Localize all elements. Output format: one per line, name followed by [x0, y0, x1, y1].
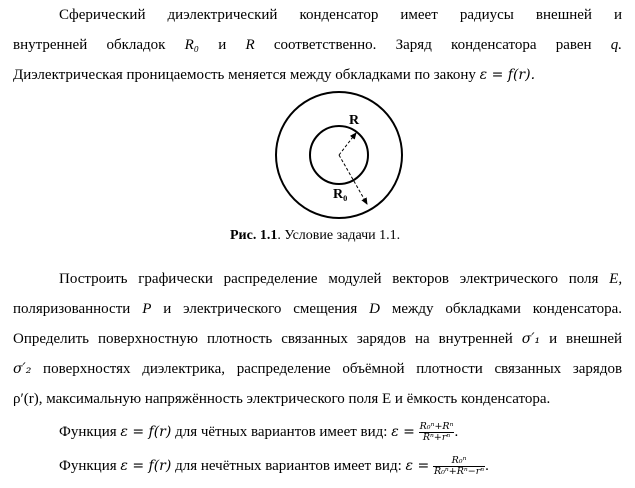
word: обкладок: [106, 37, 166, 53]
function-even: [59, 422, 458, 443]
text: ρ′(r), максимальную напряжённость электрического поля E и ёмкость конденсатора.: [13, 391, 551, 407]
word: и: [614, 7, 623, 23]
word: диэлектрика,: [142, 361, 226, 377]
caption-label: Рис. 1.1: [230, 228, 278, 243]
fraction-even: [419, 422, 455, 443]
word: диэлектрический: [167, 7, 278, 23]
word: поля: [568, 271, 599, 287]
period: .: [485, 458, 489, 474]
word: поляризованности: [13, 301, 131, 317]
fraction-odd: [433, 456, 485, 477]
text: для чётных вариантов имеет вид:: [175, 424, 388, 440]
word: внутренней: [438, 331, 513, 347]
word: Построить: [59, 271, 128, 287]
period: .: [454, 424, 459, 440]
word: связанных: [281, 331, 348, 347]
symbol-r0: R₀: [184, 37, 200, 53]
label-outer-radius: R: [349, 113, 360, 128]
word: и: [549, 331, 558, 347]
denominator: R₀ⁿ+Rⁿ−rⁿ: [433, 466, 485, 478]
word: зарядов: [356, 331, 407, 347]
denominator: Rⁿ+rⁿ: [422, 432, 451, 444]
word: модулей: [328, 271, 382, 287]
word: Функция: [59, 458, 117, 474]
caption-text: . Условие задачи 1.1.: [277, 228, 401, 243]
word: внутренней: [13, 37, 88, 53]
symbol-q: q.: [610, 37, 623, 53]
word: и: [163, 301, 172, 317]
word: конденсатора: [451, 37, 537, 53]
word: конденсатора.: [532, 301, 622, 317]
word: плотность: [206, 331, 273, 347]
label-inner-radius: R₀: [333, 187, 348, 202]
symbol-e: E,: [609, 271, 623, 287]
function-odd: [59, 456, 489, 477]
word: электрического: [183, 301, 282, 317]
word: связанных: [494, 361, 562, 377]
word: векторов: [392, 271, 449, 287]
word: поверхностную: [97, 331, 198, 347]
word: объёмной: [342, 361, 405, 377]
word: конденсатор: [299, 7, 379, 23]
word: равен: [555, 37, 592, 53]
word: плотности: [416, 361, 483, 377]
word: между: [391, 301, 434, 317]
word: электрического: [459, 271, 558, 287]
formula-epsilon: ε = f(r): [120, 424, 172, 440]
word: Определить: [13, 331, 90, 347]
symbol-r: R: [245, 37, 255, 53]
word: графически: [138, 271, 213, 287]
word: Функция: [59, 424, 117, 440]
symbol-sigma2: σ′₂: [13, 361, 32, 377]
word: внешней: [535, 7, 592, 23]
word: внешней: [566, 331, 623, 347]
numerator: R₀ⁿ: [433, 456, 485, 467]
formula-epsilon: ε = f(r): [120, 458, 172, 474]
word: распределение: [223, 271, 318, 287]
symbol-p: P: [142, 301, 152, 317]
para2-line5: [13, 389, 550, 409]
word: поверхностях: [43, 361, 131, 377]
formula-lhs: ε =: [391, 424, 415, 440]
word: зарядов: [572, 361, 623, 377]
formula-lhs: ε =: [405, 458, 430, 474]
para2-line1: [59, 269, 622, 289]
word: и: [218, 37, 227, 53]
text: для нечётных вариантов имеет вид:: [175, 458, 402, 474]
word: смещения: [293, 301, 358, 317]
word: обкладками: [445, 301, 521, 317]
radius-r-arrow: [339, 133, 356, 155]
word: Заряд: [395, 37, 432, 53]
word: на: [414, 331, 430, 347]
figure-caption: [230, 227, 400, 245]
para2-line3: [13, 329, 622, 349]
word: распределение: [236, 361, 331, 377]
numerator: R₀ⁿ+Rⁿ: [419, 421, 454, 433]
formula-epsilon: ε = f(r).: [479, 67, 536, 83]
word: соответственно.: [273, 37, 377, 53]
para2-line2: [13, 299, 622, 319]
word: имеет: [400, 7, 438, 23]
symbol-d: D: [369, 301, 380, 317]
symbol-sigma1: σ′₁: [521, 331, 541, 347]
word: радиусы: [459, 7, 514, 23]
text: Диэлектрическая проницаемость меняется между обкладками по закону: [13, 67, 476, 83]
para2-line4: [13, 359, 622, 379]
word: Сферический: [59, 7, 146, 23]
